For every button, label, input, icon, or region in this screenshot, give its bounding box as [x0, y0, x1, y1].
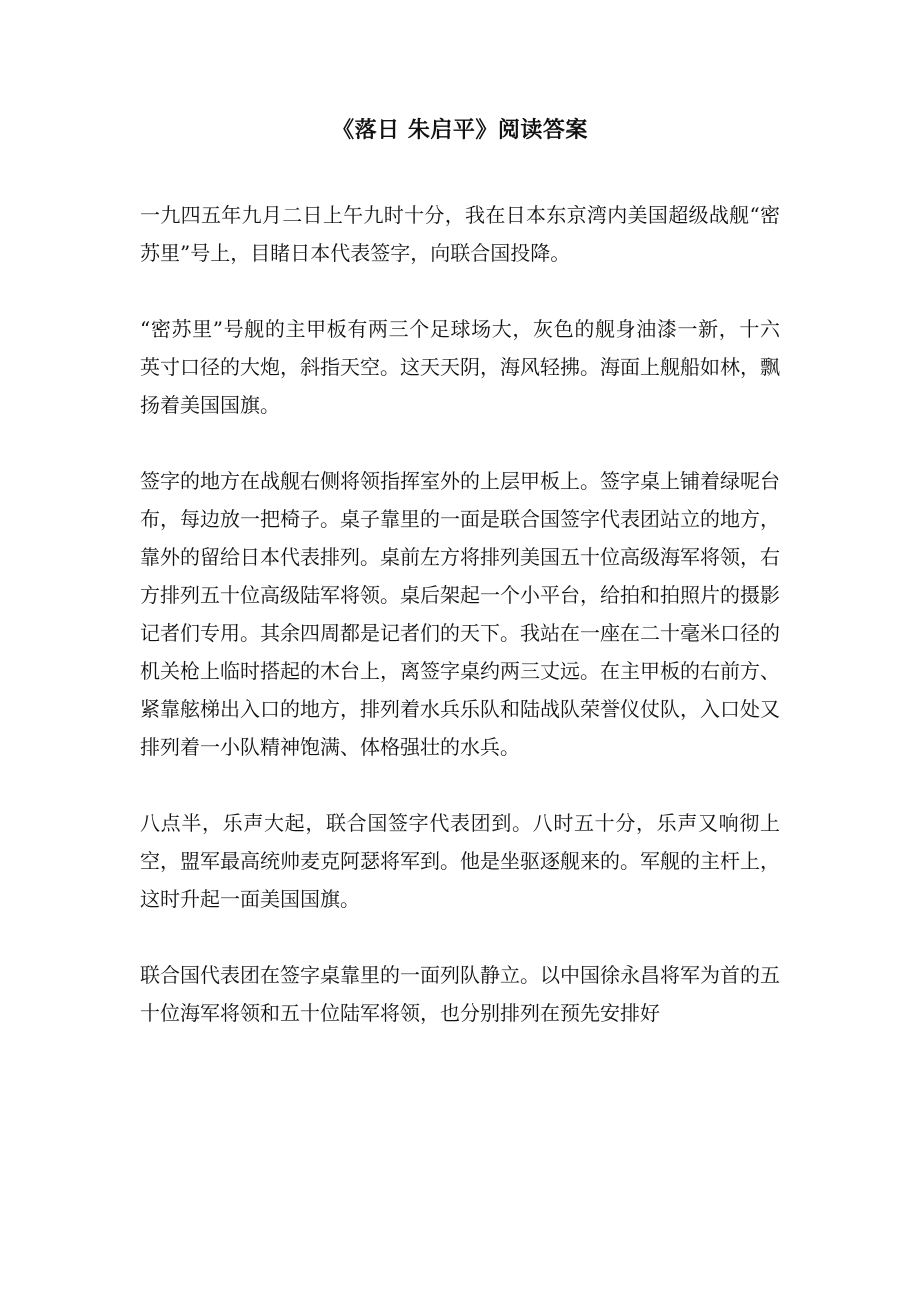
article-body	[140, 196, 780, 1032]
paragraph-4: 八点半，乐声大起，联合国签字代表团到。八时五十分，乐声又响彻上空，盟军最高统帅麦克阿瑟将军到。他是坐驱逐舰来的。军舰的主杆上，这时升起一面美国国旗。	[140, 811, 780, 911]
paragraph-1: 一九四五年九月二日上午九时十分，我在日本东京湾内美国超级战舰“密苏里”号上，目睹日本代表签字，向联合国投降。	[140, 203, 780, 265]
paragraph-3: 签字的地方在战舰右侧将领指挥室外的上层甲板上。签字桌上铺着绿呢台布，每边放一把椅子。桌子靠里的一面是联合国签字代表团站立的地方，靠外的留给日本代表排列。桌前左方将排列美国五十位高级海军将领，右方排列五十位高级陆军将领。桌后架起一个小平台，给拍和拍照片的摄影记者们专用。其余四周都是记者们的天下。我站在一座在二十毫米口径的机关枪上临时搭起的木台上，离签字桌约两三丈远。在主甲板的右前方、紧靠舷梯出入口的地方，排列着水兵乐队和陆战队荣誉仪仗队，入口处又排列着一小队精神饱满、体格强壮的水兵。	[140, 469, 780, 759]
paragraph-5: 联合国代表团在签字桌靠里的一面列队静立。以中国徐永昌将军为首的五十位海军将领和五十位陆军将领，也分别排列在预先安排好	[140, 963, 780, 1025]
paragraph-2: “密苏里”号舰的主甲板有两三个足球场大，灰色的舰身油漆一新，十六英寸口径的大炮，斜指天空。这天天阴，海风轻拂。海面上舰船如林，飘扬着美国国旗。	[140, 317, 780, 417]
document-title: 《落日 朱启平》阅读答案	[332, 117, 588, 143]
